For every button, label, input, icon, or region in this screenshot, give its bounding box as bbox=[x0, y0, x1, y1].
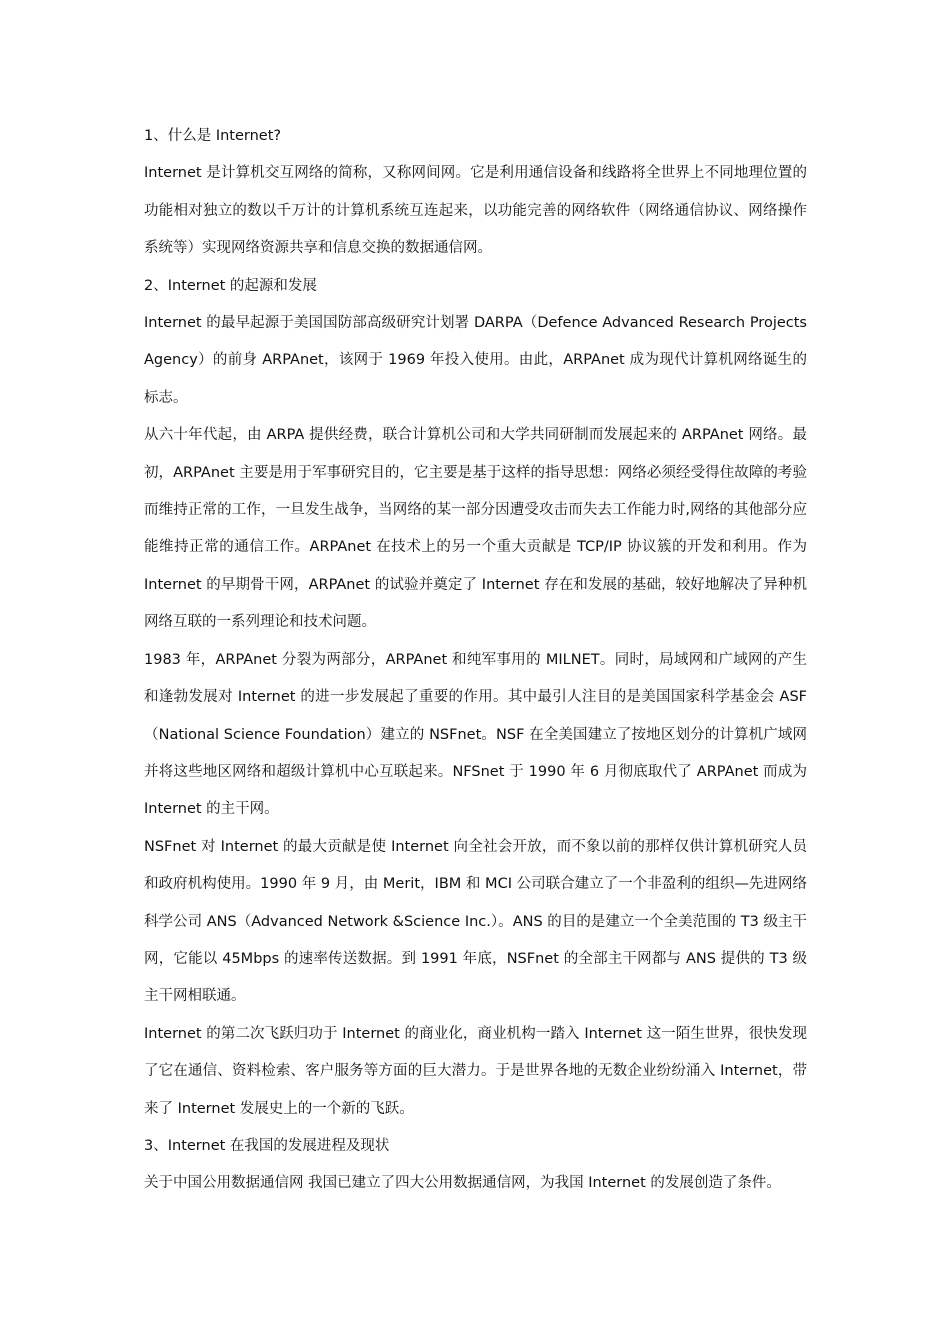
paragraph-commercialization: Internet 的第二次飞跃归功于 Internet 的商业化，商业机构一踏入 Internet 这一陌生世界，很快发现了它在通信、资料检索、客户服务等方面的巨大潜力。于是世界各地的无数企业纷纷涌入 Internet，带来了 Internet 发展史上的一个新的飞跃。 bbox=[144, 1025, 807, 1117]
section-heading-2: 2、Internet 的起源和发展 bbox=[144, 277, 317, 294]
paragraph-origin: Internet 的最早起源于美国国防部高级研究计划署 DARPA（Defence Advanced Research Projects Agency）的前身 ARPAnet，该网于 1969 年投入使用。由此，ARPAnet 成为现代计算机网络诞生的标志。 bbox=[144, 315, 807, 406]
paragraph-1983: 1983 年，ARPAnet 分裂为两部分，ARPAnet 和纯军事用的 MILNET。同时，局域网和广域网的产生和逢勃发展对 Internet 的进一步发展起了重要的作用。其中最引人注目的是美国国家科学基金会 ASF（National Science Foundation）建立的 NSFnet。NSF 在全美国建立了按地区划分的计算机广域网并将这些地区网络和超级计算机中心互联起来。NFSnet 于 1990 年 6 月彻底取代了 ARPAnet 而成为 Internet 的主干网。 bbox=[144, 651, 807, 818]
document-page bbox=[144, 118, 807, 1203]
paragraph-arpanet: 从六十年代起，由 ARPA 提供经费，联合计算机公司和大学共同研制而发展起来的 ARPAnet 网络。最初，ARPAnet 主要是用于军事研究目的，它主要是基于这样的指导思想：网络必须经受得住故障的考验而维持正常的工作，一旦发生战争，当网络的某一部分因遭受攻击而失去工作能力时,网络的其他部分应能维持正常的通信工作。ARPAnet 在技术上的另一个重大贡献是 TCP/IP 协议簇的开发和利用。作为 Internet 的早期骨干网，ARPAnet 的试验并奠定了 Internet 存在和发展的基础，较好地解决了异种机网络互联的一系列理论和技术问题。 bbox=[144, 427, 807, 631]
section-heading-1: 1、什么是 Internet? bbox=[144, 128, 282, 144]
paragraph-china-networks: 关于中国公用数据通信网 我国已建立了四大公用数据通信网，为我国 Internet 的发展创造了条件。 bbox=[144, 1175, 781, 1192]
paragraph-internet-definition: Internet 是计算机交互网络的简称，又称网间网。它是利用通信设备和线路将全世界上不同地理位置的功能相对独立的数以千万计的计算机系统互连起来，以功能完善的网络软件（网络通信协议、网络操作系统等）实现网络资源共享和信息交换的数据通信网。 bbox=[144, 165, 807, 257]
section-heading-3: 3、Internet 在我国的发展进程及现状 bbox=[144, 1137, 390, 1154]
paragraph-nsfnet: NSFnet 对 Internet 的最大贡献是使 Internet 向全社会开放，而不象以前的那样仅供计算机研究人员和政府机构使用。1990 年 9 月，由 Merit，IBM 和 MCI 公司联合建立了一个非盈利的组织—先进网络科学公司 ANS（Advanced Network &Science Inc.）。ANS 的目的是建立一个全美范围的 T3 级主干网，它能以 45Mbps 的速率传送数据。到 1991 年底，NSFnet 的全部主干网都与 ANS 提供的 T3 级主干网相联通。 bbox=[144, 838, 807, 1005]
